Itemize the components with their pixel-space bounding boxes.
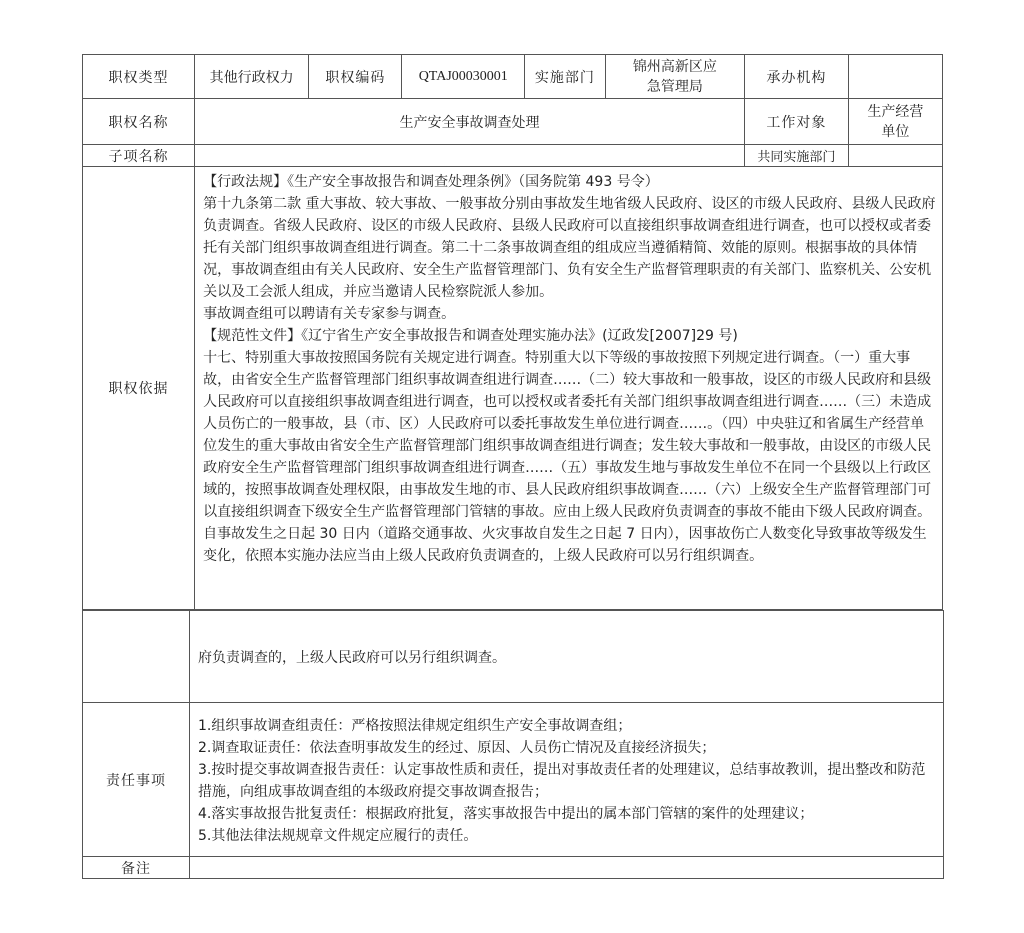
row-authority-name [83, 99, 943, 145]
dept-value-line2: 急管理局 [646, 78, 703, 95]
responsibility-item-3: 3.按时提交事故调查报告责任：认定事故性质和责任，提出对事故责任者的处理建议，总结事故教训，提出整改和防范措施，向组成事故调查组的本级政府提交事故调查报告； [198, 761, 926, 800]
object-label: 工作对象 [744, 99, 848, 145]
basis-continued-label [83, 611, 190, 703]
basis-paragraph-1: 【行政法规】《生产安全事故报告和调查处理条例》（国务院第 493 号令） [203, 174, 659, 190]
sub-value [195, 145, 745, 167]
dept-value-line1: 锦州高新区应 [632, 58, 717, 75]
basis-continued-text: 府负责调查的，上级人民政府可以另行组织调查。 [198, 649, 506, 666]
responsibility-label: 责任事项 [83, 703, 190, 857]
basis-paragraph-4: 【规范性文件】《辽宁省生产安全事故报告和调查处理实施办法》(辽政发[2007]29 号) [203, 328, 738, 344]
basis-content [195, 167, 943, 610]
row-sub-item [83, 145, 943, 167]
row-remarks [83, 857, 944, 879]
org-label: 承办机构 [744, 55, 848, 99]
basis-label: 职权依据 [83, 167, 195, 610]
responsibility-item-1: 1.组织事故调查组责任：严格按照法律规定组织生产安全事故调查组； [198, 717, 632, 734]
joint-label: 共同实施部门 [744, 145, 848, 167]
responsibility-item-2: 2.调查取证责任：依法查明事故发生的经过、原因、人员伤亡情况及直接经济损失； [198, 739, 716, 756]
remarks-value [190, 857, 944, 879]
authority-table-part1 [82, 54, 943, 610]
basis-text-viewport [203, 171, 938, 607]
object-value-line2: 单位 [881, 123, 910, 140]
object-value-line1: 生产经营 [867, 103, 924, 120]
responsibility-item-5: 5.其他法律法规规章文件规定应履行的责任。 [198, 827, 478, 844]
responsibility-item-4: 4.落实事故报告批复责任：根据政府批复，落实事故报告中提出的属本部门管辖的案件的处理建议； [198, 805, 814, 822]
type-value: 其他行政权力 [195, 55, 309, 99]
basis-paragraph-5: 十七、特别重大事故按照国务院有关规定进行调查。特别重大以下等级的事故按照下列规定进行调查。（一）重大事故，由省安全生产监督管理部门组织事故调查组进行调查……（二）较大事故和一般事故，设区的市级人民政府和县级人民政府可以直接组织事故调查组进行调查，也可以授权或者委托有关部门组织事故调查组进行调查……（三）未造成人员伤亡的一般事故，县（市、区）人民政府可以委托事故发生单位进行调查……。（四）中央驻辽和省属生产经营单位发生的重大事故由省安全生产监督管理部门组织事故调查组进行调查；发生较大事故和一般事故，由设区的市级人民政府安全生产监督管理部门组织事故调查组进行调查……（五）事故发生地与事故发生单位不在同一个县级以上行政区域的，按照事故调查处理权限，由事故发生地的市、县人民政府组织事故调查……（六）上级安全生产监督管理部门可以直接组织调查下级安全生产监督管理部门管辖的事故。应由上级人民政府负责调查的事故不能由下级人民政府调查。自事故发生之日起 30 日内（道路交通事故、火灾事故自发生之日起 7 日内），因事故伤亡人数变化导致事故等级发生变化，依照本实施办法应当由上级人民政府负责调查的，上级人民政府可以另行组织调查。 [203, 350, 932, 564]
code-label: 职权编码 [309, 55, 402, 99]
sub-label: 子项名称 [83, 145, 195, 167]
basis-paragraph-2: 第十九条第二款 重大事故、较大事故、一般事故分别由事故发生地省级人民政府、设区的市级人民政府、县级人民政府负责调查。省级人民政府、设区的市级人民政府、县级人民政府可以直接组织事故调查组进行调查，也可以授权或者委托有关部门组织事故调查组进行调查。第二十二条事故调查组的组成应当遵循精简、效能的原则。根据事故的具体情况，事故调查组由有关人民政府、安全生产监督管理部门、负有安全生产监督管理职责的有关部门、监察机关、公安机关以及工会派人组成，并应当邀请人民检察院派人参加。 [203, 196, 936, 300]
org-value [848, 55, 942, 99]
row-responsibility [83, 703, 944, 857]
basis-paragraph-3: 事故调查组可以聘请有关专家参与调查。 [203, 306, 456, 322]
basis-continued-content [190, 611, 944, 703]
dept-value [605, 55, 744, 99]
name-label: 职权名称 [83, 99, 195, 145]
remarks-label: 备注 [83, 857, 190, 879]
row-authority-type [83, 55, 943, 99]
name-value: 生产安全事故调查处理 [195, 99, 745, 145]
responsibility-content [190, 703, 944, 857]
joint-value [848, 145, 942, 167]
row-basis [83, 167, 943, 610]
object-value [848, 99, 942, 145]
code-value: QTAJ00030001 [402, 55, 525, 99]
dept-label: 实施部门 [525, 55, 606, 99]
row-basis-continued [83, 611, 944, 703]
type-label: 职权类型 [83, 55, 195, 99]
authority-table-part2 [82, 610, 944, 879]
